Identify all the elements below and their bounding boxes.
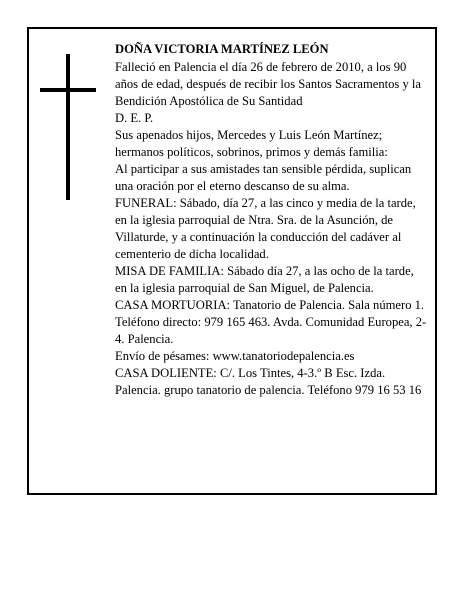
latin-cross-icon (40, 54, 96, 200)
obituary-text (115, 41, 427, 399)
family-mass-info: MISA DE FAMILIA: Sábado día 27, a las ocho de la tarde, en la iglesia parroquial de San Miguel, de Palencia. (115, 264, 414, 295)
cross-horizontal-bar (40, 88, 96, 92)
rip-text: D. E. P. (115, 111, 154, 125)
condolences-info: Envío de pésames: www.tanatoriodepalencia.es (115, 349, 355, 363)
cross-vertical-bar (66, 54, 70, 200)
deceased-name: DOÑA VICTORIA MARTÍNEZ LEÓN (115, 42, 329, 56)
family-home-info: CASA DOLIENTE: C/. Los Tintes, 4-3.º B Esc. Izda. Palencia. grupo tanatorio de palencia. Teléfono 979 16 53 16 (115, 366, 422, 397)
family-members: Sus apenados hijos, Mercedes y Luis León Martínez; hermanos políticos, sobrinos, primos y demás familia: (115, 128, 388, 159)
prayer-request: Al participar a sus amistades tan sensible pérdida, suplican una oración por el eterno descanso de su alma. (115, 162, 412, 193)
mortuary-info: CASA MORTUORIA: Tanatorio de Palencia. Sala número 1. Teléfono directo: 979 165 463. Avda. Comunidad Europea, 2-4. Palencia. (115, 298, 427, 346)
obituary-notice (27, 27, 437, 495)
death-announcement: Falleció en Palencia el día 26 de febrero de 2010, a los 90 años de edad, después de recibir los Santos Sacramentos y la Bendición Apostólica de Su Santidad (115, 60, 422, 108)
funeral-info: FUNERAL: Sábado, día 27, a las cinco y media de la tarde, en la iglesia parroquial de Ntra. Sra. de la Asunción, de Villaturde, y a continuación la conducción del cadáver al cementerio de dicha localidad. (115, 196, 416, 261)
